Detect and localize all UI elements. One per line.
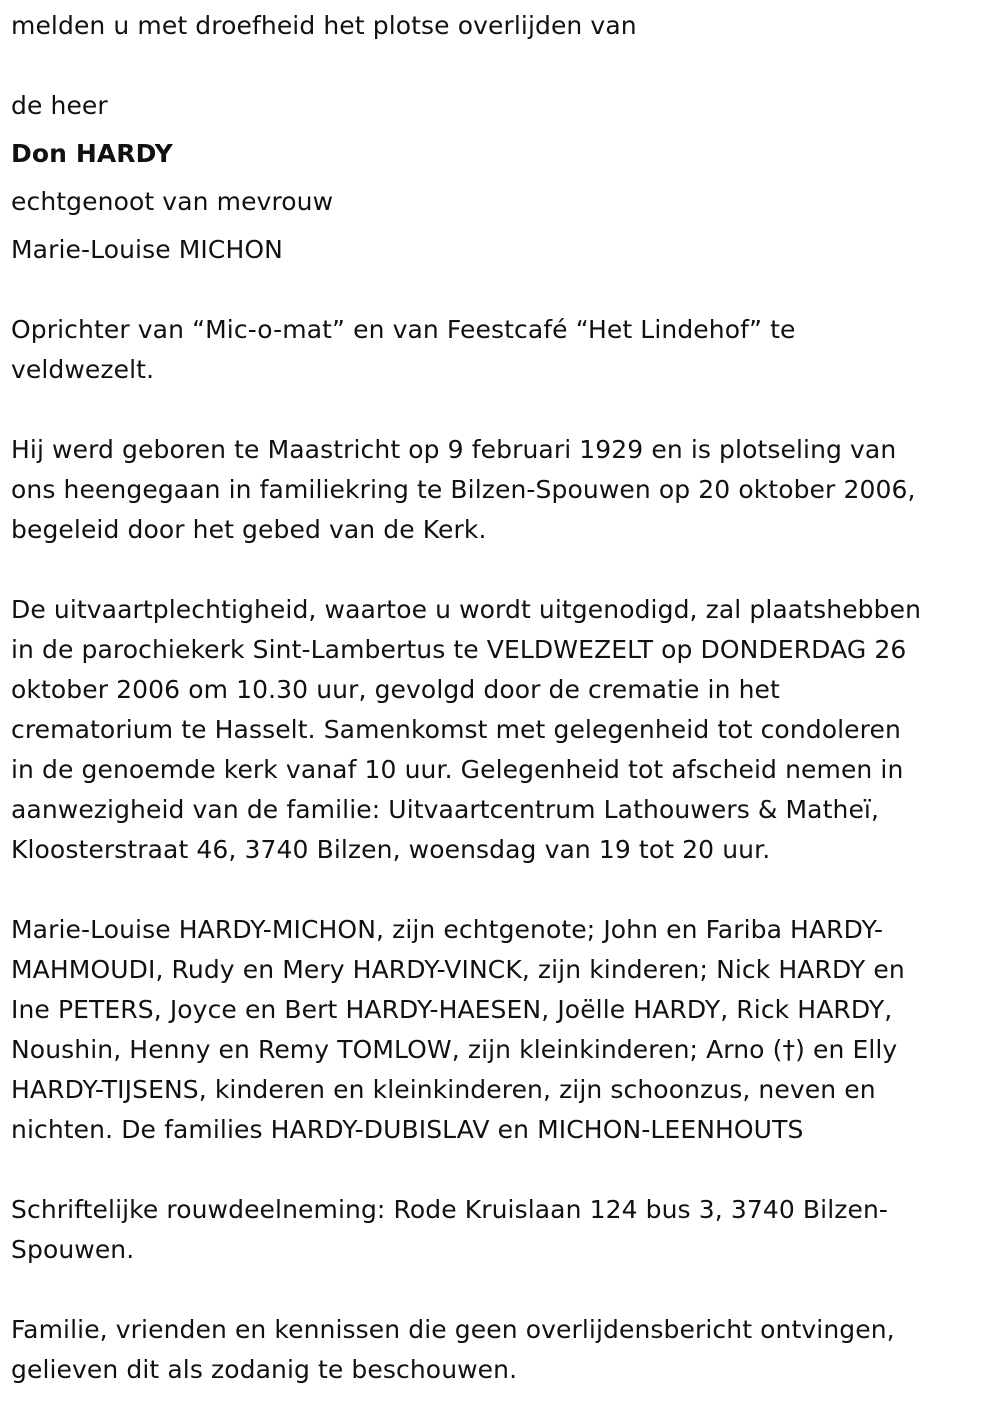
title-prefix: de heer bbox=[11, 91, 108, 120]
address-line: Spouwen. bbox=[11, 1235, 135, 1264]
family-line: HARDY-TIJSENS, kinderen en kleinkinderen, zijn schoonzus, neven en bbox=[11, 1075, 876, 1104]
funeral-line: in de genoemde kerk vanaf 10 uur. Gelegenheid tot afscheid nemen in bbox=[11, 755, 904, 784]
family-line: nichten. De families HARDY-DUBISLAV en MICHON-LEENHOUTS bbox=[11, 1115, 804, 1144]
spouse-name: Marie-Louise MICHON bbox=[11, 235, 283, 264]
closing-line: Familie, vrienden en kennissen die geen overlijdensbericht ontvingen, bbox=[11, 1315, 895, 1344]
family-line: Noushin, Henny en Remy TOMLOW, zijn kleinkinderen; Arno (†) en Elly bbox=[11, 1035, 898, 1064]
spouse-label: echtgenoot van mevrouw bbox=[11, 187, 334, 216]
funeral-line: aanwezigheid van de familie: Uitvaartcentrum Lathouwers & Matheï, bbox=[11, 795, 880, 824]
birth-death-line: begeleid door het gebed van de Kerk. bbox=[11, 515, 487, 544]
deceased-name: Don HARDY bbox=[11, 139, 173, 168]
founder-line: veldwezelt. bbox=[11, 355, 155, 384]
birth-death-line: Hij werd geboren te Maastricht op 9 februari 1929 en is plotseling van bbox=[11, 435, 897, 464]
funeral-line: De uitvaartplechtigheid, waartoe u wordt uitgenodigd, zal plaatshebben bbox=[11, 595, 922, 624]
closing-line: gelieven dit als zodanig te beschouwen. bbox=[11, 1355, 518, 1384]
funeral-line: oktober 2006 om 10.30 uur, gevolgd door de crematie in het bbox=[11, 675, 780, 704]
founder-line: Oprichter van “Mic-o-mat” en van Feestcafé “Het Lindehof” te bbox=[11, 315, 796, 344]
funeral-line: Kloosterstraat 46, 3740 Bilzen, woensdag van 19 tot 20 uur. bbox=[11, 835, 771, 864]
family-line: Ine PETERS, Joyce en Bert HARDY-HAESEN, Joëlle HARDY, Rick HARDY, bbox=[11, 995, 893, 1024]
intro-line: melden u met droefheid het plotse overlijden van bbox=[11, 11, 637, 40]
family-line: MAHMOUDI, Rudy en Mery HARDY-VINCK, zijn kinderen; Nick HARDY en bbox=[11, 955, 905, 984]
family-line: Marie-Louise HARDY-MICHON, zijn echtgenote; John en Fariba HARDY- bbox=[11, 915, 884, 944]
birth-death-line: ons heengegaan in familiekring te Bilzen-Spouwen op 20 oktober 2006, bbox=[11, 475, 916, 504]
address-line: Schriftelijke rouwdeelneming: Rode Kruislaan 124 bus 3, 3740 Bilzen- bbox=[11, 1195, 889, 1224]
funeral-line: in de parochiekerk Sint-Lambertus te VELDWEZELT op DONDERDAG 26 bbox=[11, 635, 907, 664]
funeral-line: crematorium te Hasselt. Samenkomst met gelegenheid tot condoleren bbox=[11, 715, 901, 744]
